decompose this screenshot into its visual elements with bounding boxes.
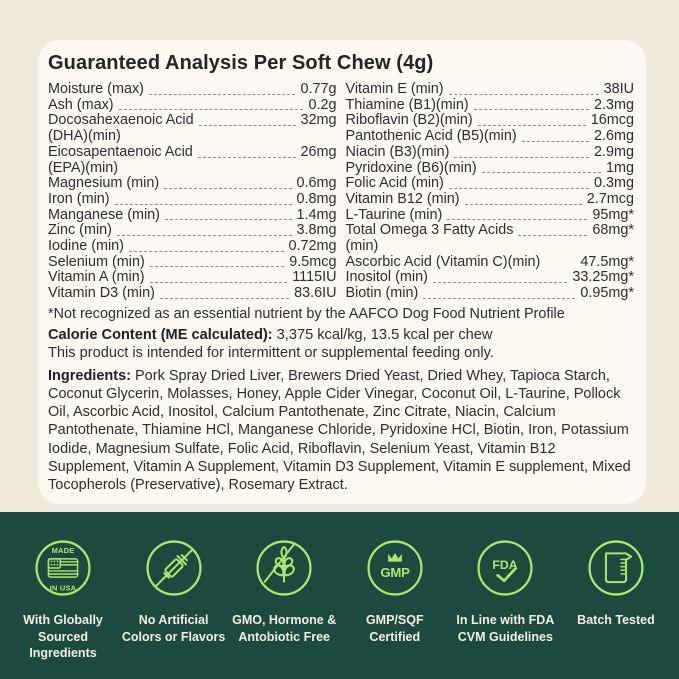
analysis-row-continuation [48, 129, 337, 145]
analysis-row [346, 176, 635, 192]
nutrient-name: Total Omega 3 Fatty Acids [345, 222, 514, 239]
nutrient-name: Iron (min) [48, 190, 110, 207]
nutrient-name: Pantothenic Acid (B5)(min) [345, 128, 517, 145]
nutrient-value: 1.4mg [296, 206, 337, 223]
dotted-leader [150, 282, 288, 283]
analysis-right-column [346, 82, 635, 302]
nutrient-value: 2.6mg [594, 128, 634, 145]
ingredients-text: Pork Spray Dried Liver, Brewers Dried Yeast, Dried Whey, Tapioca Starch, Coconut Glycerin, Molasses, Honey, Apple Cider Vinegar, Coconut Oil, L-Taurine, Pollock Oil, Ascorbic Acid, Inositol, Calcium Pantothenate, Zinc Citrate, Niacin, Calcium Pantothenate, Thiamine HCl, Manganese Chloride, Pyridoxine HCl, Biotin, Iron, Potassium Iodide, Magnesium Sulfate, Folic Acid, Riboflavin, Selenium Yeast, Vitamin B12 Supplement, Vitamin A Supplement, Vitamin D3 Supplement, Vitamin E supplement, Mixed Tocopherols (Preservative), Rosemary Extract. [48, 367, 631, 493]
analysis-row [346, 223, 635, 239]
nutrient-value: 2.7mcg [586, 190, 634, 207]
nutrient-value: 0.8mg [296, 190, 337, 207]
badge-label: With Globally Sourced Ingredients [23, 613, 103, 660]
certification-badges-bar [0, 512, 679, 679]
dotted-leader [518, 235, 587, 236]
dotted-leader [545, 266, 575, 267]
ingredients-paragraph [48, 367, 634, 494]
nutrient-value: 38IU [603, 81, 634, 97]
analysis-row [346, 192, 635, 208]
nutrient-value: 1mg [606, 159, 634, 176]
analysis-row [48, 98, 337, 114]
analysis-row [48, 239, 337, 255]
analysis-row-continuation [48, 161, 337, 177]
nutrient-value: 0.95mg* [580, 285, 634, 302]
dotted-leader [433, 282, 568, 283]
nutrient-name: Vitamin D3 (min) [48, 285, 155, 302]
badge-batch-tested [563, 537, 669, 679]
dotted-leader [447, 219, 587, 220]
nutrient-name: Iodine (min) [48, 238, 124, 255]
nutrient-name: Manganese (min) [48, 206, 160, 223]
analysis-row [48, 145, 337, 161]
nutrient-name: Folic Acid (min) [345, 175, 444, 192]
no-artificial-syringe-icon [143, 537, 205, 599]
nutrient-value: 68mg* [592, 222, 634, 239]
nutrient-name: Thiamine (B1)(min) [345, 96, 469, 113]
svg-text:MADE: MADE [51, 545, 75, 555]
dotted-leader [117, 235, 292, 236]
ingredients-label: Ingredients: [48, 367, 131, 384]
analysis-row [346, 208, 635, 224]
analysis-row [48, 113, 337, 129]
analysis-left-column [48, 82, 337, 302]
nutrient-name: Vitamin A (min) [48, 269, 145, 286]
badge-label: GMP/SQF Certified [365, 613, 424, 644]
card-title: Guaranteed Analysis Per Soft Chew (4g) [48, 52, 434, 74]
analysis-row [346, 255, 635, 271]
calorie-content-value: 3,375 kcal/kg, 13.5 kcal per chew [276, 327, 493, 344]
nutrient-name: Vitamin B12 (min) [345, 190, 460, 207]
badge-label: No Artificial Colors or Flavors [121, 613, 226, 644]
nutrient-value: 1115IU [292, 269, 337, 286]
dotted-leader [150, 266, 285, 267]
made-in-usa-flag-icon [32, 537, 94, 599]
nutrient-value: 32mg [300, 112, 337, 129]
nutrient-name: (EPA)(min) [48, 159, 119, 176]
dotted-leader [522, 141, 589, 142]
guaranteed-analysis-card [38, 40, 646, 504]
feeding-note: This product is intended for intermittent or supplemental feeding only. [48, 344, 494, 361]
nutrient-name: Selenium (min) [48, 253, 145, 270]
nutrient-value: 47.5mg* [580, 253, 634, 270]
nutrient-name: Niacin (B3)(min) [345, 143, 450, 160]
analysis-row [346, 98, 635, 114]
nutrient-value: 95mg* [592, 206, 634, 223]
nutrient-name: L-Taurine (min) [345, 206, 443, 223]
nutrient-name: Docosahexaenoic Acid [48, 112, 194, 129]
svg-text:GMP: GMP [380, 565, 410, 581]
dotted-leader [129, 251, 284, 252]
nutrient-value: 16mcg [590, 112, 634, 129]
gmp-crown-icon [364, 537, 426, 599]
dotted-leader [465, 204, 582, 205]
analysis-row [48, 286, 337, 302]
nutrient-name: Inositol (min) [345, 269, 428, 286]
nutrient-value: 0.77g [300, 81, 337, 97]
badge-gmo-free [231, 537, 337, 679]
svg-text:IN USA: IN USA [49, 583, 77, 593]
dotted-leader [149, 94, 296, 95]
nutrient-value: 3.8mg [296, 222, 337, 239]
dotted-leader [160, 298, 289, 299]
nutrient-name: Ascorbic Acid (Vitamin C)(min) [345, 253, 541, 270]
analysis-row [346, 129, 635, 145]
dotted-leader [478, 125, 586, 126]
dotted-leader [165, 219, 292, 220]
badge-no-artificial [121, 537, 227, 679]
badge-label: Batch Tested [577, 613, 655, 627]
fda-check-icon [474, 537, 536, 599]
dotted-leader [449, 94, 599, 95]
nutrient-value: 83.6IU [294, 285, 337, 302]
analysis-row [346, 161, 635, 177]
dotted-leader [198, 157, 296, 158]
dotted-leader [199, 125, 296, 126]
nutrient-value: 0.6mg [296, 175, 337, 192]
badge-made-in-usa [10, 537, 116, 679]
nutrient-value: 2.3mg [594, 96, 634, 113]
badge-label: GMO, Hormone & Antobiotic Free [232, 613, 337, 644]
dotted-leader [482, 172, 601, 173]
batch-tested-beaker-icon [585, 537, 647, 599]
svg-text:FDA: FDA [492, 557, 519, 572]
dotted-leader [474, 109, 589, 110]
analysis-row-continuation [346, 239, 635, 255]
nutrient-name: Pyridoxine (B6)(min) [345, 159, 477, 176]
analysis-row [48, 270, 337, 286]
nutrient-value: 33.25mg* [572, 269, 634, 286]
analysis-row [346, 145, 635, 161]
aafco-footnote: *Not recognized as an essential nutrient by the AAFCO Dog Food Nutrient Profile [48, 305, 565, 322]
nutrient-name: Riboflavin (B2)(min) [345, 112, 473, 129]
nutrient-name: (min) [345, 238, 379, 255]
nutrient-name: Biotin (min) [345, 285, 419, 302]
analysis-row [346, 113, 635, 129]
badge-fda-cvm [452, 537, 558, 679]
nutrient-value: 0.72mg [288, 238, 337, 255]
gmo-free-plant-icon [253, 537, 315, 599]
nutrient-value: 0.3mg [594, 175, 634, 192]
analysis-row [48, 82, 337, 98]
badge-gmp-sqf [342, 537, 448, 679]
analysis-row [48, 255, 337, 271]
analysis-row [346, 286, 635, 302]
nutrient-name: (DHA)(min) [48, 128, 121, 145]
dotted-leader [454, 157, 589, 158]
dotted-leader [423, 298, 575, 299]
analysis-columns [48, 82, 634, 302]
nutrient-value: 26mg [300, 143, 337, 160]
analysis-row [48, 223, 337, 239]
analysis-row [48, 192, 337, 208]
nutrient-value: 9.5mcg [289, 253, 337, 270]
calorie-content-line [48, 327, 634, 344]
nutrient-name: Ash (max) [48, 96, 114, 113]
nutrient-name: Magnesium (min) [48, 175, 160, 192]
badge-label: In Line with FDA CVM Guidelines [456, 613, 555, 644]
analysis-row [48, 208, 337, 224]
dotted-leader [164, 188, 291, 189]
dotted-leader [449, 188, 589, 189]
analysis-row [48, 176, 337, 192]
dotted-leader [119, 109, 304, 110]
nutrient-name: Moisture (max) [48, 81, 144, 97]
nutrient-name: Vitamin E (min) [345, 81, 444, 97]
analysis-row [346, 270, 635, 286]
dotted-leader [115, 204, 292, 205]
nutrient-name: Zinc (min) [48, 222, 112, 239]
nutrient-value: 0.2g [308, 96, 337, 113]
nutrient-value: 2.9mg [594, 143, 634, 160]
analysis-row [346, 82, 635, 98]
nutrient-name: Eicosapentaenoic Acid [48, 143, 193, 160]
calorie-content-label: Calorie Content (ME calculated): [48, 327, 273, 344]
